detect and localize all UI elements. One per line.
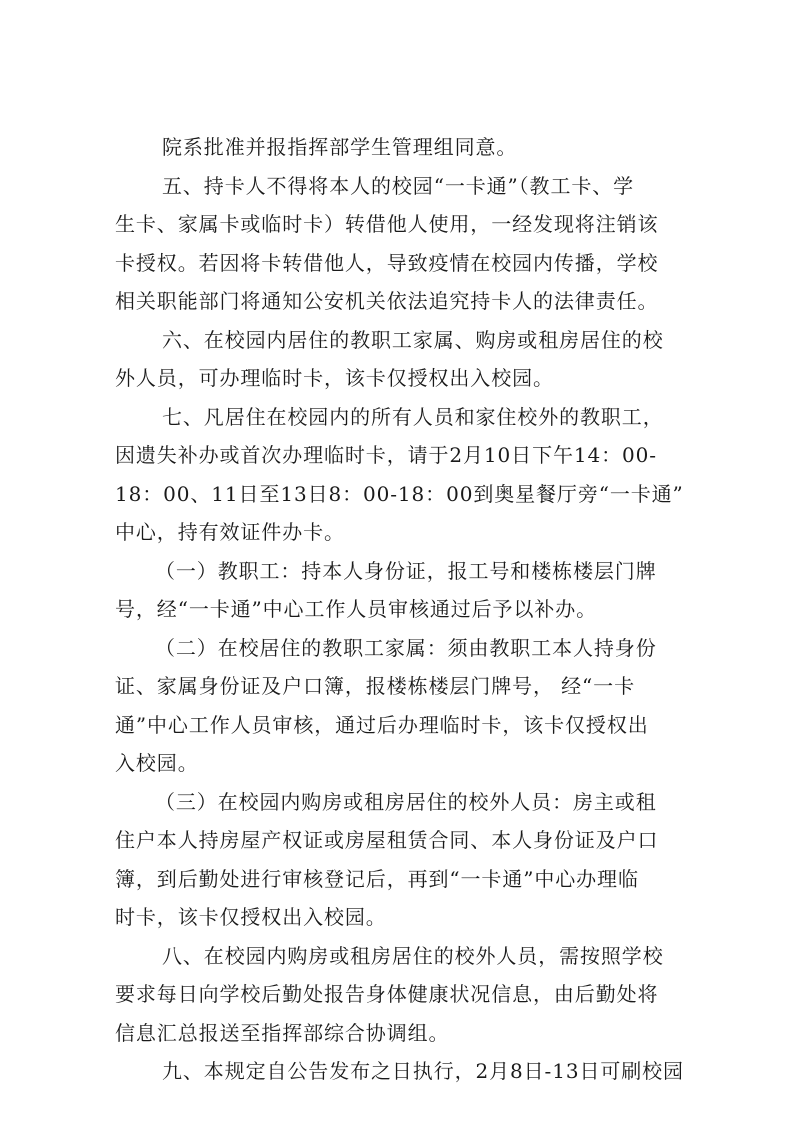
paragraph-line: 入校园。 — [115, 751, 199, 775]
paragraph-line: 住户本人持房屋产权证或房屋租赁合同、本人身份证及户口 — [115, 828, 659, 852]
paragraph-line: （二）在校居住的教职工家属：须由教职工本人持身份 — [155, 635, 657, 660]
paragraph-line: （三）在校园内购房或租房居住的校外人员：房主或租 — [155, 789, 657, 814]
paragraph-line: 信息汇总报送至指挥部综合协调组。 — [115, 1020, 450, 1045]
paragraph-line: 院系批准并报指挥部学生管理组同意。 — [162, 135, 518, 159]
paragraph-line: 号，经“一卡通”中心工作人员审核通过后予以补办。 — [115, 597, 598, 621]
paragraph-line: 18：00、11日至13日8：00-18：00到奥星餐厅旁“一卡通” — [115, 481, 684, 506]
paragraph-line: 证、家属身份证及户口簿，报楼栋楼层门牌号， 经“一卡 — [115, 674, 635, 698]
paragraph-line: 外人员，可办理临时卡，该卡仅授权出入校园。 — [115, 366, 554, 390]
paragraph-line: 相关职能部门将通知公安机关依法追究持卡人的法律责任。 — [115, 289, 659, 313]
paragraph-line: 七、凡居住在校园内的所有人员和家住校外的教职工， — [162, 404, 664, 429]
paragraph-line: 卡授权。若因将卡转借他人，导致疫情在校园内传播，学校 — [115, 250, 659, 275]
paragraph-line: 中心，持有效证件办卡。 — [115, 520, 345, 544]
paragraph-line: 通”中心工作人员审核，通过后办理临时卡，该卡仅授权出 — [115, 712, 649, 737]
paragraph-line: 九、本规定自公告发布之日执行，2月8日-13日可刷校园 — [162, 1059, 684, 1083]
paragraph-line: 五、持卡人不得将本人的校园“一卡通”（教工卡、学 — [162, 173, 635, 198]
paragraph-line: 八、在校园内购房或租房居住的校外人员，需按照学校 — [162, 943, 664, 968]
paragraph-line: 六、在校园内居住的教职工家属、购房或租房居住的校 — [162, 327, 664, 352]
paragraph-line: 簿，到后勤处进行审核登记后，再到“一卡通”中心办理临 — [115, 866, 639, 891]
document-body — [115, 128, 685, 1091]
paragraph-line: 时卡，该卡仅授权出入校园。 — [115, 905, 387, 929]
paragraph-line: （一）教职工：持本人身份证，报工号和楼栋楼层门牌 — [155, 558, 657, 583]
paragraph-line: 生卡、家属卡或临时卡）转借他人使用，一经发现将注销该 — [115, 212, 659, 236]
paragraph-line: 要求每日向学校后勤处报告身体健康状况信息，由后勤处将 — [115, 982, 659, 1006]
paragraph-line: 因遗失补办或首次办理临时卡，请于2月10日下午14：00- — [115, 443, 657, 467]
